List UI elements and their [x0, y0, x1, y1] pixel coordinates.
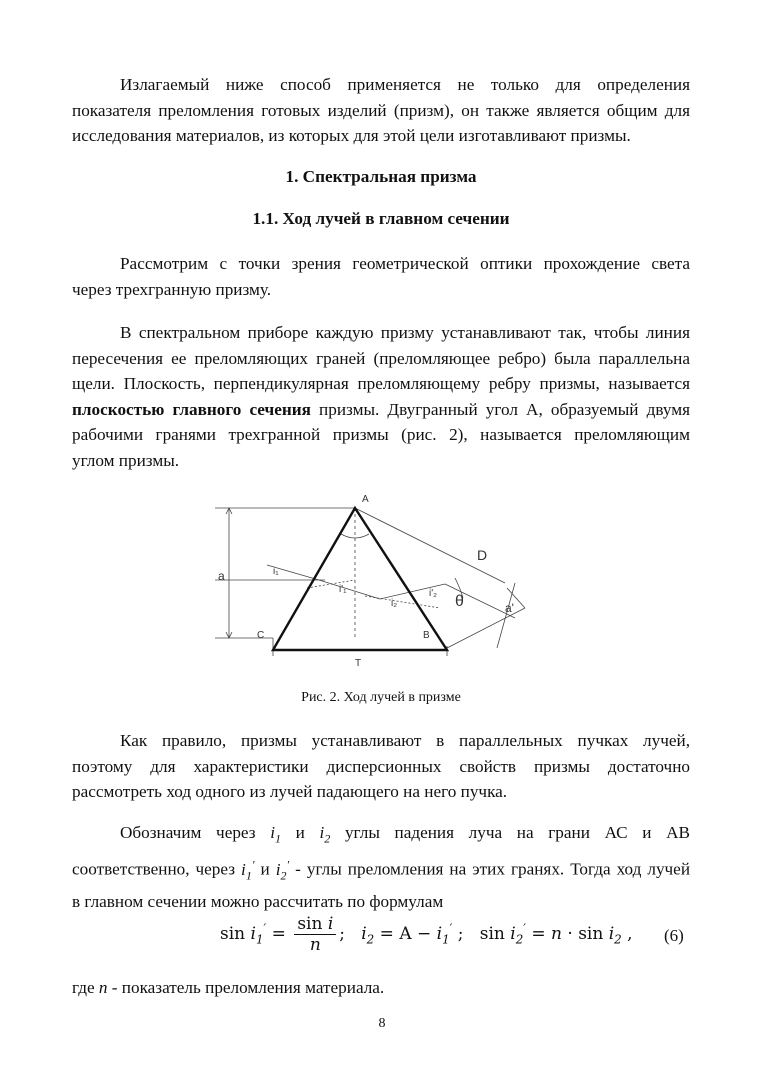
symbol-i1: $i_1$: [270, 823, 281, 846]
paragraph-4: [72, 820, 690, 914]
text-fragment: углы падения луча на грани АС и АВ: [330, 823, 690, 842]
text-line: [72, 852, 690, 889]
text-line: показателя преломления готовых изделий (призм), он также является общим для: [72, 100, 690, 120]
prism-triangle: [273, 508, 447, 650]
figure-caption: Рис. 2. Ход лучей в призме: [301, 690, 461, 705]
paragraph-2: [72, 320, 690, 473]
intro-paragraph: [72, 72, 690, 149]
section-title: 1. Спектральная призма: [285, 167, 477, 186]
text-fragment: и: [281, 823, 320, 842]
bold-term: плоскостью главного сечения: [72, 399, 311, 419]
text-line: В спектральном приборе каждую призму устанавливают так, чтобы линия: [120, 323, 690, 342]
label-theta: θ: [455, 593, 464, 610]
label-i1-prime: i'₁: [339, 584, 347, 595]
text-line: исследования материалов, из которых для этой цели изготавливают призмы.: [72, 126, 631, 145]
fraction: $\frac{\text{sin i}}{n}$: [294, 914, 336, 955]
formula-6: $\sin i_1'$ = $\frac{\text{sin i}}{n}$ ; $i_2 = A - i_1'$ ; $\sin i_2' = n \cdot \sin i_2$ ,: [220, 914, 633, 955]
label-C: C: [257, 630, 265, 641]
text-fragment: и: [254, 859, 276, 879]
text-line: через трехгранную призму.: [72, 279, 272, 299]
text-fragment: - показатель преломления материала.: [107, 978, 385, 997]
text-fragment: - углы преломления на этих гранях. Тогда ход лучей: [289, 859, 691, 879]
symbol-i2-prime: $i_2'$: [275, 856, 290, 883]
symbol-i1-prime: $i_1'$: [241, 856, 255, 883]
label-a: a: [218, 569, 225, 583]
text-line: щели. Плоскость, перпендикулярная преломляющему ребру призмы, называется: [72, 374, 690, 393]
label-D: D: [477, 547, 488, 563]
text-fragment: Обозначим через: [120, 823, 271, 842]
text-line: рабочими гранями трехгранной призмы (рис. 2), называется преломляющим: [72, 425, 690, 444]
text-line: [72, 397, 690, 423]
page-number: 8: [378, 1016, 386, 1031]
label-T: T: [355, 658, 362, 669]
paragraph-1: [72, 251, 690, 302]
label-i1: i₁: [273, 566, 279, 577]
label-B: B: [423, 630, 430, 641]
text-line: рассмотреть ход одного из лучей падающего на него пучка.: [72, 782, 508, 801]
text-fragment: где: [72, 978, 99, 997]
symbol-n: n: [98, 978, 108, 997]
equation-number: (6): [664, 926, 684, 945]
text-line: Как правило, призмы устанавливают в параллельных пучках лучей,: [120, 731, 690, 750]
text-line: поэтому для характеристики дисперсионных свойств призмы достаточно: [72, 756, 690, 776]
symbol-i2: $i_2$: [319, 823, 331, 846]
text-line: [72, 820, 690, 852]
label-i2: i₂: [391, 598, 398, 609]
label-a-prime: a': [505, 601, 514, 615]
paragraph-3: [72, 728, 690, 805]
text-fragment: соответственно, через: [72, 859, 242, 879]
text-line: Рассмотрим с точки зрения геометрической оптики прохождение света: [120, 254, 690, 273]
where-line: [72, 975, 690, 1001]
text-fragment: призмы. Двугранный угол А, образуемый двумя: [310, 399, 690, 419]
text-line: Излагаемый ниже способ применяется не только для определения: [120, 75, 690, 94]
text-line: в главном сечении можно рассчитать по формулам: [72, 891, 444, 911]
prism-ray-diagram: [215, 488, 535, 678]
text-line: углом призмы.: [72, 450, 180, 470]
subsection-title: 1.1. Ход лучей в главном сечении: [252, 209, 510, 228]
text-line: пересечения ее преломляющих граней (преломляющее ребро) была параллельна: [72, 348, 690, 368]
label-i2-prime: i'₂: [429, 588, 438, 599]
label-A: A: [362, 494, 369, 505]
